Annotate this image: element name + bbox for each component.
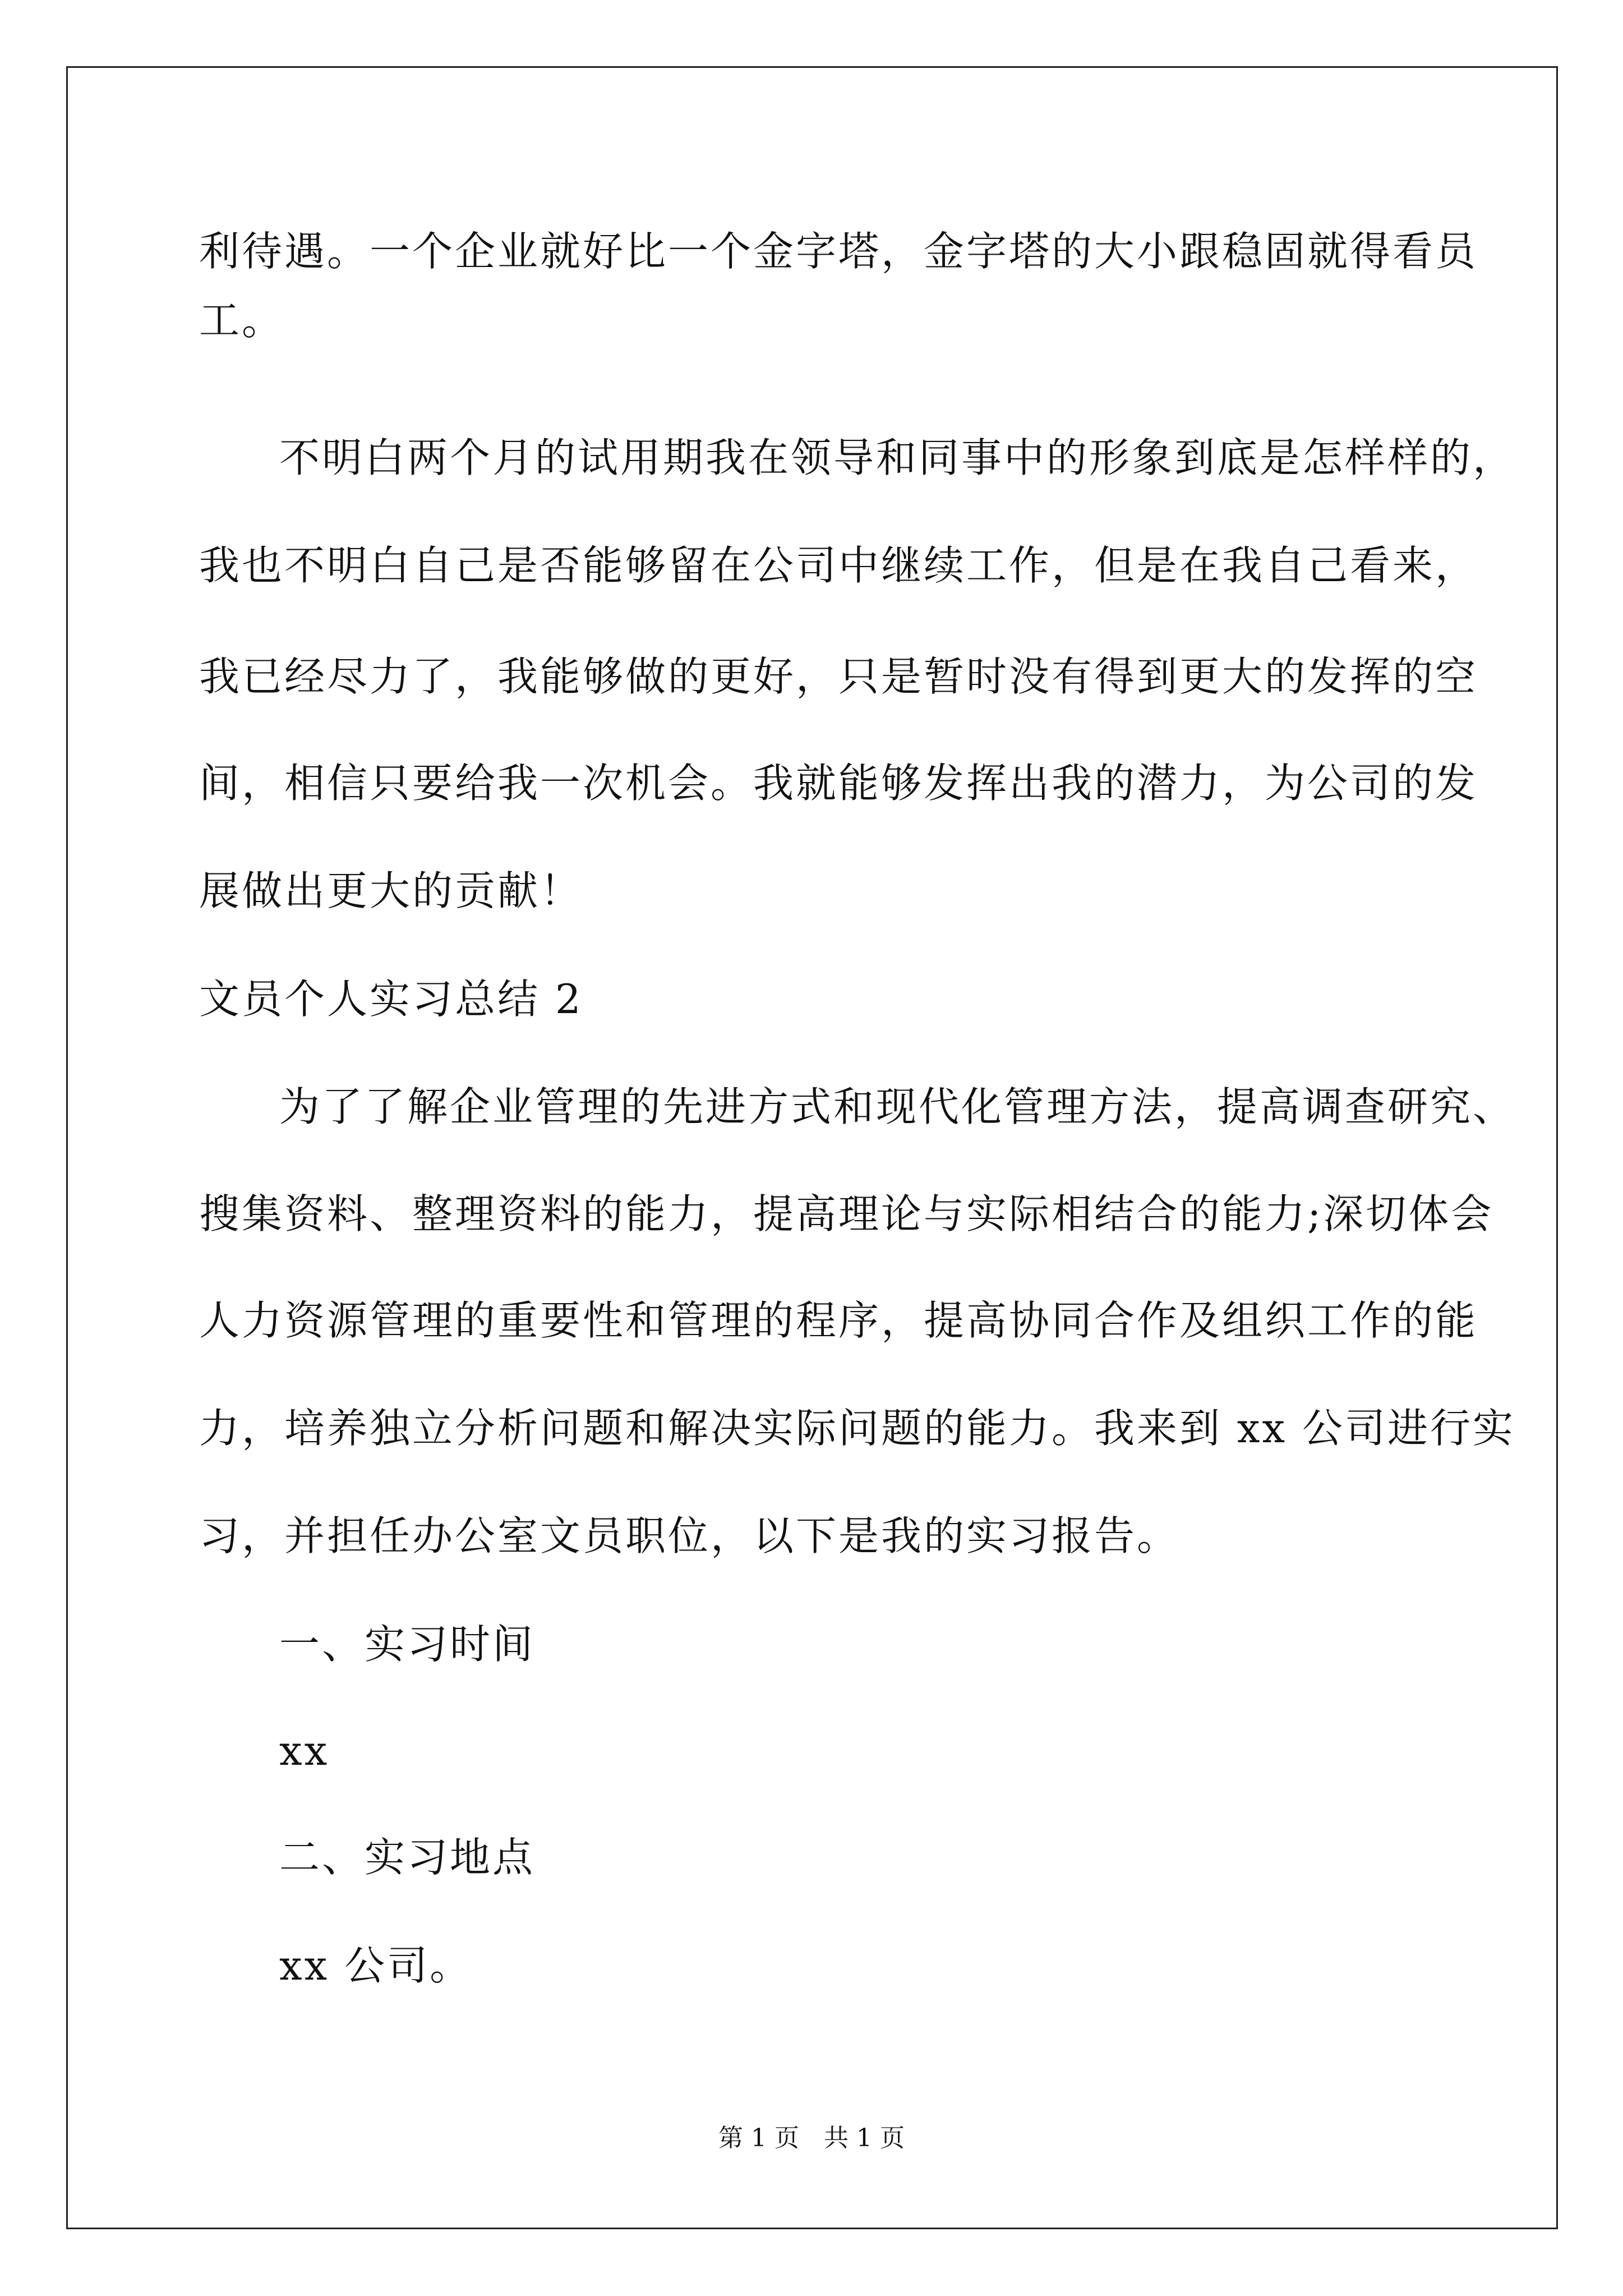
paragraph-line: 习，并担任办公室文员职位，以下是我的实习报告。 [199,1512,1180,1559]
paragraph-line: xx [279,1727,330,1774]
paragraph-line: 我也不明白自己是否能够留在公司中继续工作，但是在我自己看来， [199,542,1478,589]
paragraph-line: 我已经尽力了，我能够做的更好，只是暂时没有得到更大的发挥的空 [199,653,1478,700]
paragraph-line: 间，相信只要给我一次机会。我就能够发挥出我的潜力，为公司的发 [199,760,1478,807]
paragraph-line: 人力资源管理的重要性和管理的程序，提高协同合作及组织工作的能 [199,1297,1478,1344]
paragraph-line: 不明白两个月的试用期我在领导和同事中的形象到底是怎样样的， [279,434,1516,481]
paragraph-line: 搜集资料、整理资料的能力，提高理论与实际相结合的能力;深切体会 [199,1190,1494,1237]
paragraph-line: 工。 [199,297,285,344]
paragraph-line: xx 公司。 [279,1942,473,1989]
paragraph-line: 为了了解企业管理的先进方式和现代化管理方法，提高调查研究、 [279,1083,1516,1130]
subheading: 二、实习地点 [279,1834,536,1881]
section-heading: 文员个人实习总结 2 [199,976,583,1023]
paragraph-line: 展做出更大的贡献！ [199,867,583,914]
page-border [66,66,1558,2229]
paragraph-line: 力，培养独立分析问题和解决实际问题的能力。我来到 xx 公司进行实 [199,1405,1515,1452]
page-footer: 第 1 页 共 1 页 [718,2124,905,2152]
paragraph-line: 利待遇。一个企业就好比一个金字塔，金字塔的大小跟稳固就得看员 [199,228,1478,275]
subheading: 一、实习时间 [279,1621,536,1668]
